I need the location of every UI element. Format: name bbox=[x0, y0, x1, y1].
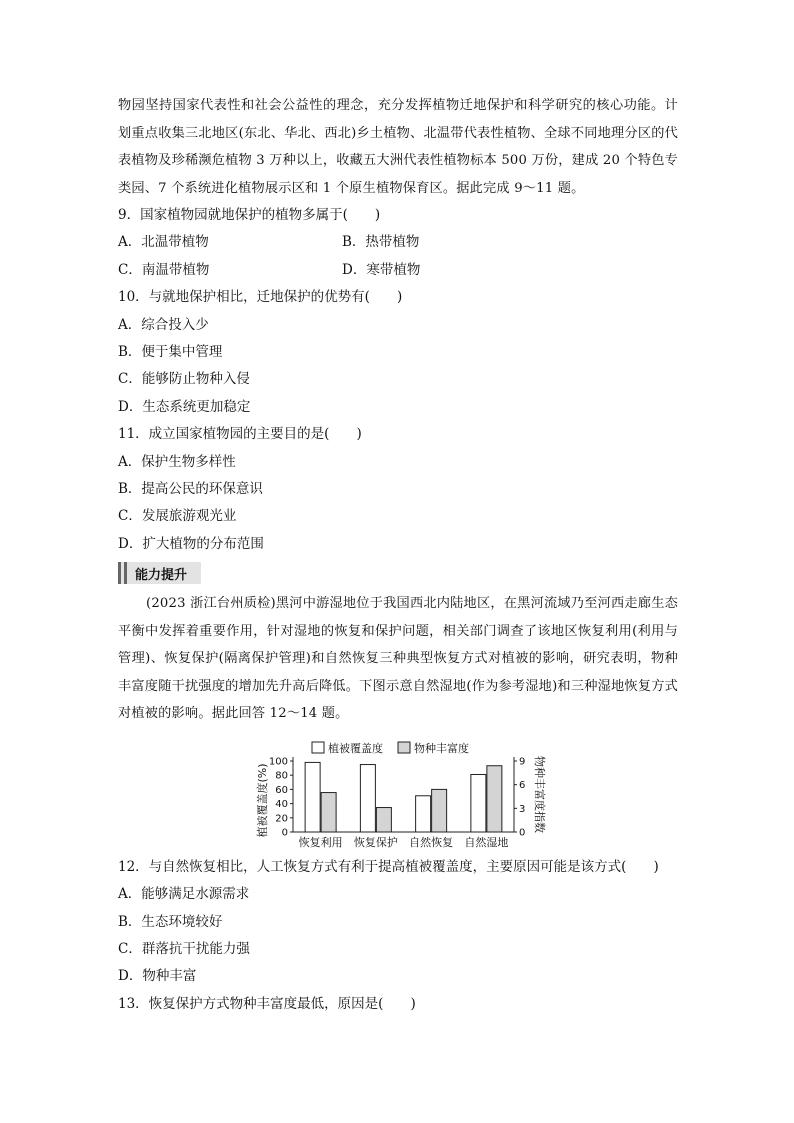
x-category-label: 自然湿地 bbox=[464, 835, 509, 849]
question-12-option-d: D．物种丰富 bbox=[118, 968, 197, 985]
y-right-tick-label: 3 bbox=[519, 803, 526, 815]
passage-2: (2023 浙江台州质检)黑河中游湿地位于我国西北内陆地区，在黑河流域乃至河西走廊生态平衡中发挥着重要作用，针对湿地的恢复和保护问题，相关部门调查了该地区恢复利用(利用与管理)、恢复保护(隔离保护管理)和自然恢复三种典型恢复方式对植被的影响，研究表明，物种丰富度随干扰强度的增加先升高后降低。下图示意自然湿地(作为参考湿地)和三种湿地恢复方式对植被的影响。据此回答 12～14 题。 bbox=[118, 596, 678, 722]
question-9-option-d: D．寒带植物 bbox=[342, 261, 421, 278]
y-left-tick-label: 20 bbox=[275, 813, 288, 825]
question-11-option-a: A．保护生物多样性 bbox=[118, 453, 236, 470]
y-right-tick-label: 0 bbox=[519, 827, 526, 839]
question-9-options-row-2 bbox=[118, 257, 678, 284]
x-category-label: 自然恢复 bbox=[409, 835, 454, 849]
question-10-stem: 10．与就地保护相比，迁地保护的优势有( ) bbox=[118, 289, 403, 306]
intro-paragraph: 物园坚持国家代表性和社会公益性的理念，充分发挥植物迁地保护和科学研究的核心功能。计划重点收集三北地区(东北、华北、西北)乡土植物、北温带代表性植物、全球不同地理分区的代表植物及珍稀濒危植物 3 万种以上，收藏五大洲代表性植物标本 500 万份，建成 20 个特色专类园、7 个系统进化植物展示区和 1 个原生植物保育区。据此完成 9～11 题。 bbox=[118, 98, 678, 196]
section-bar-decoration bbox=[118, 562, 121, 584]
bar-species-richness bbox=[321, 792, 336, 831]
bar-chart bbox=[118, 738, 678, 852]
legend-swatch-species-richness bbox=[398, 742, 410, 753]
legend-swatch-vegetation-coverage bbox=[312, 742, 324, 753]
question-12-stem: 12．与自然恢复相比，人工恢复方式有利于提高植被覆盖度，主要原因可能是该方式( ) bbox=[118, 858, 659, 875]
chart-container bbox=[118, 738, 678, 852]
bar-vegetation-coverage bbox=[416, 796, 431, 832]
section-header bbox=[118, 562, 201, 584]
question-11-option-b: B．提高公民的环保意识 bbox=[118, 481, 263, 498]
y-left-tick-label: 0 bbox=[281, 827, 288, 839]
section-title: 能力提升 bbox=[135, 567, 188, 583]
x-category-label: 恢复保护 bbox=[353, 835, 398, 849]
y-left-axis-label: 植被覆盖度(%) bbox=[256, 763, 269, 838]
y-left-tick-label: 60 bbox=[275, 784, 288, 796]
y-right-tick-label: 9 bbox=[519, 756, 526, 768]
question-9-options-row-1 bbox=[118, 229, 678, 256]
question-13-stem: 13．恢复保护方式物种丰富度最低，原因是( ) bbox=[118, 995, 416, 1012]
bar-species-richness bbox=[432, 789, 447, 832]
bar-vegetation-coverage bbox=[471, 774, 486, 832]
question-12-option-b: B．生态环境较好 bbox=[118, 913, 223, 930]
y-left-tick-label: 40 bbox=[275, 798, 288, 810]
y-right-axis-label: 物种丰富度指数 bbox=[533, 755, 546, 833]
question-11-option-c: C．发展旅游观光业 bbox=[118, 508, 237, 525]
y-left-tick-label: 100 bbox=[268, 756, 288, 768]
y-left-tick-label: 80 bbox=[275, 770, 288, 782]
bar-species-richness bbox=[487, 766, 502, 832]
question-9-option-b: B．热带植物 bbox=[342, 234, 420, 251]
bar-vegetation-coverage bbox=[305, 762, 320, 832]
x-category-label: 恢复利用 bbox=[298, 835, 343, 849]
question-10-option-b: B．便于集中管理 bbox=[118, 344, 223, 361]
question-9-stem: 9．国家植物园就地保护的植物多属于( ) bbox=[118, 207, 381, 223]
question-9-option-a: A．北温带植物 bbox=[118, 234, 209, 251]
section-bar-decoration-2 bbox=[124, 562, 127, 584]
bar-vegetation-coverage bbox=[360, 764, 375, 831]
question-12-option-a: A．能够满足水源需求 bbox=[118, 886, 250, 903]
question-10-option-a: A．综合投入少 bbox=[118, 316, 209, 333]
bar-species-richness bbox=[376, 807, 391, 831]
question-11-stem: 11．成立国家植物园的主要目的是( ) bbox=[118, 426, 362, 443]
question-11-option-d: D．扩大植物的分布范围 bbox=[118, 535, 264, 552]
legend-label-vegetation-coverage: 植被覆盖度 bbox=[328, 741, 383, 755]
y-right-tick-label: 6 bbox=[519, 779, 526, 791]
question-9-option-c: C．南温带植物 bbox=[118, 261, 210, 278]
question-12-option-c: C．群落抗干扰能力强 bbox=[118, 941, 250, 957]
question-10-option-c: C．能够防止物种入侵 bbox=[118, 371, 250, 388]
question-10-option-d: D．生态系统更加稳定 bbox=[118, 398, 251, 415]
legend-label-species-richness: 物种丰富度 bbox=[414, 741, 469, 755]
document-page bbox=[118, 92, 678, 1018]
